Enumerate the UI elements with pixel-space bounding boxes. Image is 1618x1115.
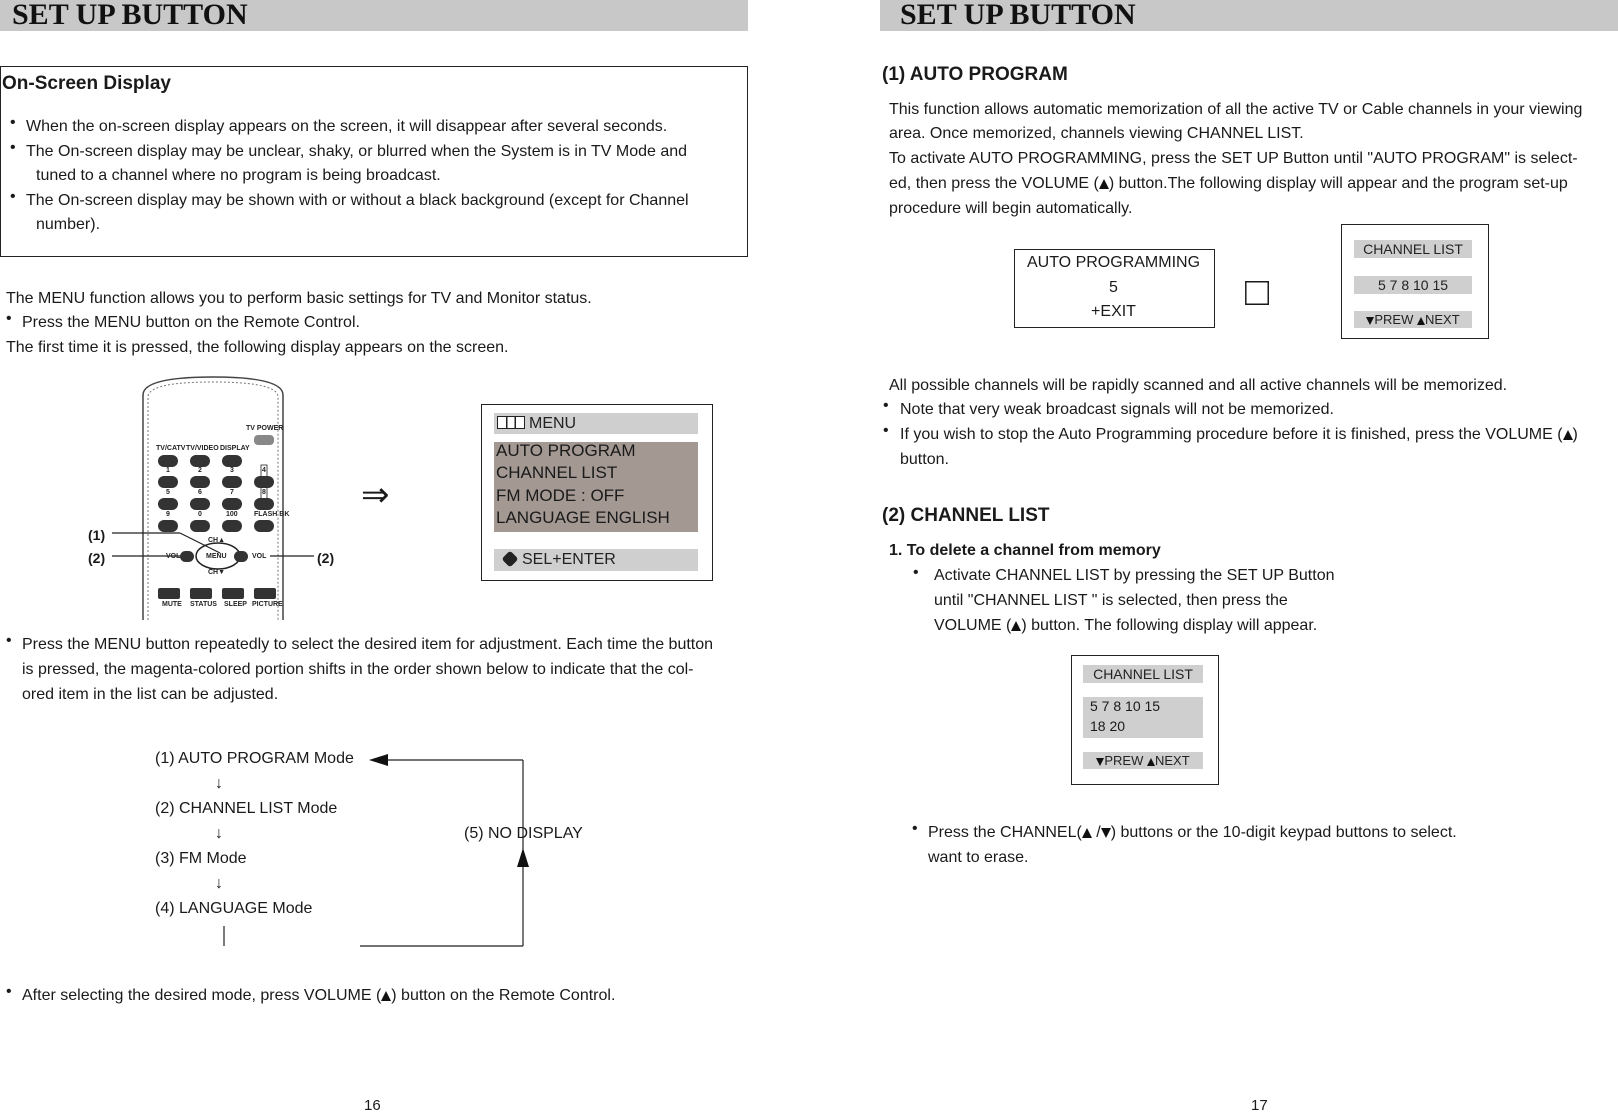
auto-after-line-3 (900, 423, 1578, 448)
digit-1-button[interactable] (158, 476, 178, 488)
digit-5-button[interactable] (158, 498, 178, 510)
auto-program-line-2: area. Once memorized, channels viewing CHANNEL LIST. (889, 125, 1304, 142)
digit-2-button[interactable] (190, 476, 210, 488)
channel-list-2-title: CHANNEL LIST (1083, 665, 1203, 683)
digit-6-button[interactable] (190, 498, 210, 510)
press-channel-line-2: want to erase. (928, 849, 1029, 866)
auto-after-line-3a: If you wish to stop the Auto Programming procedure before it is finished, press the VOLUME ( (900, 426, 1563, 443)
after-selecting-line (22, 984, 615, 1009)
osd-bullet-2b: tuned to a channel where no program is being broadcast. (36, 167, 441, 184)
right-header-title: SET UP BUTTON (900, 0, 1136, 31)
next-up-icon (1417, 317, 1425, 325)
vol-down-button[interactable] (180, 551, 194, 562)
channel-list-subtitle: 1. To delete a channel from memory (889, 542, 1161, 559)
auto-programming-channel: 5 (1109, 279, 1118, 296)
auto-program-line-4b: ) button.The following display will appear and the program set-up (1108, 175, 1568, 192)
flow-mode-5: (5) NO DISPLAY (464, 825, 583, 842)
remote-digit-label: 7 (230, 489, 234, 496)
status-button[interactable] (190, 588, 212, 599)
channel-list-line-3a: VOLUME ( (934, 617, 1012, 634)
digit-4-button[interactable] (254, 476, 274, 488)
remote-ch-up-label: CH▲ (208, 537, 226, 544)
press-repeat-line-3: ored item in the list can be adjusted. (22, 686, 279, 703)
volume-up-icon (1011, 621, 1021, 631)
flow-line-left (222, 926, 228, 948)
osd-bullet-2a: The On-screen display may be unclear, shaky, or blurred when the System is in TV Mode and (26, 143, 688, 160)
auto-after-line-1: All possible channels will be rapidly scanned and all active channels will be memorized. (889, 377, 1508, 394)
auto-after-line-2: Note that very weak broadcast signals will not be memorized. (900, 401, 1334, 418)
press-channel-sep: / (1091, 824, 1101, 841)
channel-up-icon (1082, 828, 1092, 838)
remote-digit-label: 4 (262, 467, 266, 474)
remote-label-tvvideo: TV/VIDEO (186, 445, 219, 452)
channel-list-1-next[interactable]: NEXT (1424, 312, 1460, 327)
double-arrow-icon: ⇒ (361, 476, 390, 514)
osd-title: On-Screen Display (2, 73, 171, 94)
volume-up-icon (381, 991, 391, 1001)
remote-digit-label: 9 (166, 511, 170, 518)
auto-program-title: (1) AUTO PROGRAM (882, 64, 1068, 85)
callout-1: (1) (88, 527, 106, 543)
select-icon (502, 551, 519, 568)
osd-bullet-3b: number). (36, 216, 101, 233)
press-repeat-line-2: is pressed, the magenta-colored portion shifts in the order shown below to indicate that the col- (22, 661, 694, 678)
auto-program-line-3: To activate AUTO PROGRAMMING, press the SET UP Button until "AUTO PROGRAM" is select- (889, 150, 1578, 167)
auto-program-line-5: procedure will begin automatically. (889, 200, 1133, 217)
mute-button[interactable] (158, 588, 180, 599)
placeholder-box-icon: □ (1245, 270, 1270, 314)
menu-item-auto-program[interactable]: AUTO PROGRAM (496, 441, 636, 460)
after-selecting-text-a: After selecting the desired mode, press VOLUME ( (22, 987, 382, 1004)
channel-list-2-numbers-2: 18 20 (1090, 718, 1126, 734)
remote-ch-down-label: CH▼ (208, 569, 226, 576)
remote-status-label: STATUS (190, 601, 217, 608)
channel-list-2-nav (1083, 752, 1203, 769)
remote-picture-label: PICTURE (252, 601, 283, 608)
remote-label-display: DISPLAY (220, 445, 250, 452)
callout-2-left: (2) (88, 550, 106, 566)
page-number-right: 17 (1251, 1097, 1268, 1114)
after-selecting-text-b: ) button on the Remote Control. (391, 987, 616, 1004)
auto-after-line-4: button. (900, 451, 949, 468)
channel-list-1-title: CHANNEL LIST (1354, 240, 1472, 258)
osd-bullet-1: When the on-screen display appears on the screen, it will disappear after several seconds. (26, 118, 668, 135)
left-header-title: SET UP BUTTON (12, 0, 248, 31)
auto-programming-exit: +EXIT (1091, 303, 1136, 320)
remote-digit-label: 2 (198, 467, 202, 474)
press-channel-a: Press the CHANNEL( (928, 824, 1082, 841)
channel-list-1-nav (1354, 311, 1472, 328)
channel-list-line-1: Activate CHANNEL LIST by pressing the SET UP Button (934, 567, 1335, 584)
flow-down-arrow-icon: ↓ (215, 825, 223, 842)
remote-menu-label: MENU (206, 553, 227, 560)
menu-footer: SEL+ENTER (522, 551, 616, 568)
channel-down-icon (1101, 828, 1111, 838)
bullet: • (10, 114, 16, 131)
digit-100-button[interactable] (222, 520, 242, 532)
vol-up-button[interactable] (234, 551, 248, 562)
remote-digit-label: 8 (262, 489, 266, 496)
flow-down-arrow-icon: ↓ (215, 775, 223, 792)
flash-back-button[interactable] (254, 520, 274, 532)
display-button[interactable] (222, 455, 242, 467)
flow-down-arrow-icon: ↓ (215, 875, 223, 892)
channel-list-title: (2) CHANNEL LIST (882, 505, 1050, 526)
menu-icon (497, 416, 525, 429)
press-channel-line-1 (928, 821, 1457, 846)
bullet: • (912, 820, 918, 837)
next-up-icon (1147, 758, 1155, 766)
page-number-left: 16 (364, 1097, 381, 1114)
bullet: • (883, 397, 889, 414)
volume-up-icon (1099, 179, 1109, 189)
digit-0-button[interactable] (190, 520, 210, 532)
bullet: • (10, 188, 16, 205)
menu-title-bar (494, 413, 698, 434)
digit-3-button[interactable] (222, 476, 242, 488)
auto-program-line-4 (889, 172, 1568, 197)
flow-mode-1: (1) AUTO PROGRAM Mode (155, 750, 354, 767)
channel-list-2-next[interactable]: NEXT (1154, 753, 1190, 768)
auto-programming-label: AUTO PROGRAMMING (1026, 254, 1201, 271)
auto-after-line-3b: ) (1572, 426, 1578, 443)
channel-list-line-2: until "CHANNEL LIST " is selected, then press the (934, 592, 1288, 609)
remote-vol-label: VOL (252, 553, 267, 560)
flow-mode-2: (2) CHANNEL LIST Mode (155, 800, 338, 817)
remote-flashbk-label: FLASH BK (254, 511, 290, 518)
remote-digit-label: 5 (166, 489, 170, 496)
channel-list-2-prew[interactable]: PREW (1104, 753, 1144, 768)
picture-button[interactable] (254, 588, 276, 599)
menu-intro-line-2: Press the MENU button on the Remote Control. (22, 314, 360, 331)
press-channel-b: ) buttons or the 10-digit keypad buttons to select. (1110, 824, 1457, 841)
remote-digit-label: 0 (198, 511, 202, 518)
callout-2-right: (2) (317, 550, 335, 566)
bullet: • (913, 564, 919, 581)
digit-9-button[interactable] (158, 520, 178, 532)
bullet: • (6, 310, 12, 327)
remote-digit-label: 1 (166, 467, 170, 474)
menu-item-fm-mode[interactable]: FM MODE : OFF (496, 486, 625, 505)
menu-intro-line-1: The MENU function allows you to perform basic settings for TV and Monitor status. (6, 290, 592, 307)
remote-mute-label: MUTE (162, 601, 182, 608)
menu-item-language[interactable]: LANGUAGE ENGLISH (496, 508, 670, 527)
remote-vol-label: VOL (166, 553, 181, 560)
remote-sleep-label: SLEEP (224, 601, 247, 608)
volume-up-icon (1563, 430, 1573, 440)
bullet: • (883, 422, 889, 439)
remote-digit-label: 100 (226, 511, 238, 518)
menu-item-channel-list[interactable]: CHANNEL LIST (496, 463, 618, 482)
tv-power-button[interactable] (254, 435, 274, 445)
channel-list-1-numbers: 5 7 8 10 15 (1354, 276, 1472, 294)
remote-label-tvcatv: TV/CATV (156, 445, 186, 452)
menu-intro-line-3: The first time it is pressed, the following display appears on the screen. (6, 339, 509, 356)
auto-program-line-4a: ed, then press the VOLUME ( (889, 175, 1099, 192)
osd-bullet-3a: The On-screen display may be shown with or without a black background (except for Channel (26, 192, 689, 209)
channel-list-1-prew[interactable]: PREW (1374, 312, 1414, 327)
tv-catv-button[interactable] (158, 455, 178, 467)
digit-8-button[interactable] (254, 498, 274, 510)
channel-list-line-3b: ) button. The following display will appear. (1021, 617, 1318, 634)
remote-outline (80, 375, 350, 620)
bullet: • (6, 983, 12, 1000)
menu-footer-bar (494, 549, 698, 571)
remote-tv-power-label: TV POWER (246, 425, 284, 432)
sleep-button[interactable] (222, 588, 244, 599)
menu-title: MENU (529, 415, 577, 432)
flow-mode-3: (3) FM Mode (155, 850, 247, 867)
tv-video-button[interactable] (190, 455, 210, 467)
flow-mode-4: (4) LANGUAGE Mode (155, 900, 313, 917)
press-repeat-line-1: Press the MENU button repeatedly to select the desired item for adjustment. Each time the button (22, 636, 714, 653)
remote-digit-label: 3 (230, 467, 234, 474)
channel-list-line-3 (934, 614, 1317, 639)
bullet: • (10, 139, 16, 156)
digit-7-button[interactable] (222, 498, 242, 510)
auto-program-line-1: This function allows automatic memorization of all the active TV or Cable channels in your viewing (889, 101, 1583, 118)
remote-digit-label: 6 (198, 489, 202, 496)
channel-list-2-numbers: 5 7 8 10 15 (1090, 698, 1161, 714)
bullet: • (6, 632, 12, 649)
flow-lines (360, 750, 540, 950)
